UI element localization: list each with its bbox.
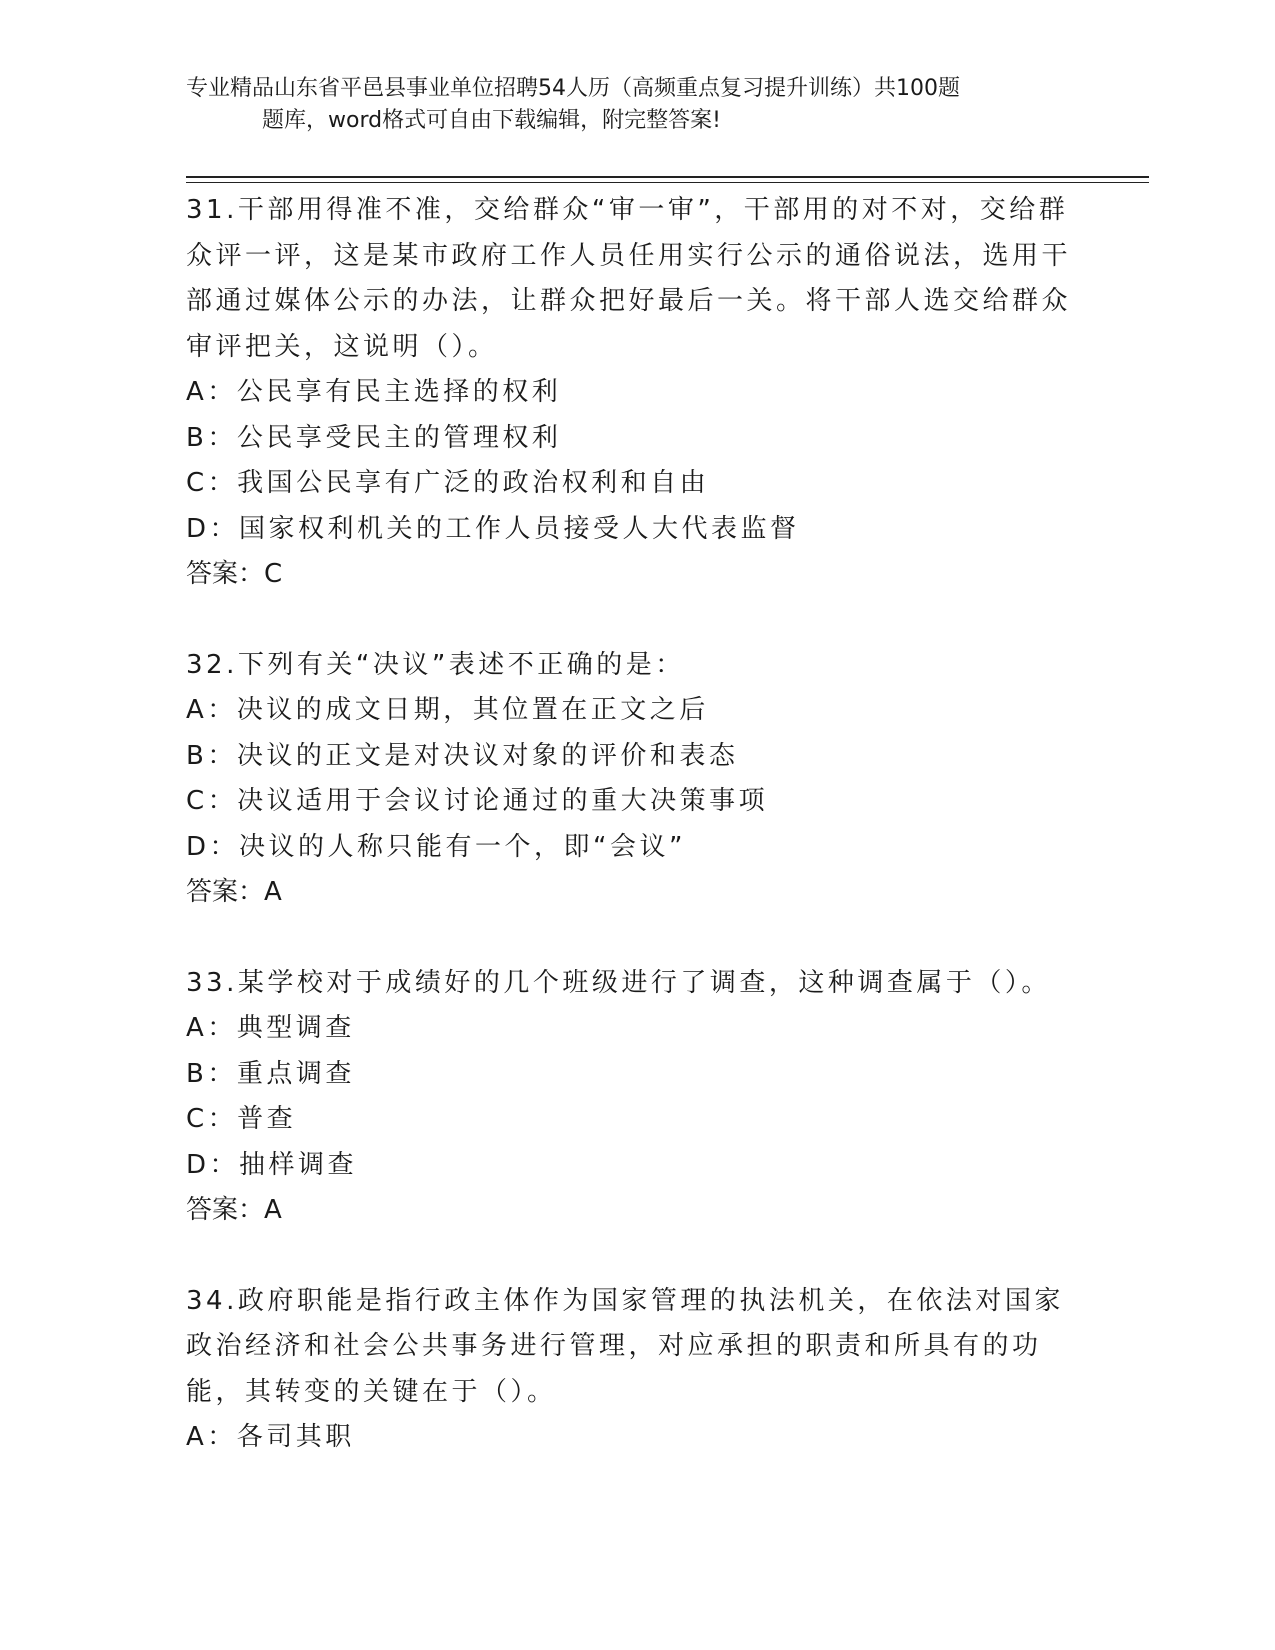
question-stem: 31.干部用得准不准，交给群众“审一审”，干部用的对不对，交给群众评一评，这是某市政府工作人员任用实行公示的通俗说法，选用干部通过媒体公示的办法，让群众把好最后一关。将干部人选交给群众审评把关，这说明（）。 [186,195,1072,362]
question-33 [186,961,1086,1234]
question-31 [186,188,1086,598]
header-title-line-2: 题库，word格式可自由下载编辑，附完整答案! [262,108,721,133]
question-stem: 33.某学校对于成绩好的几个班级进行了调查，这种调查属于（）。 [186,967,1051,998]
option-d: D：国家权利机关的工作人员接受人大代表监督 [186,513,800,544]
option-b: B：决议的正文是对决议对象的评价和表态 [186,740,739,771]
option-d: D：决议的人称只能有一个，即“会议” [186,831,686,862]
option-b: B：重点调查 [186,1058,355,1089]
header-rule-thick [186,176,1149,178]
option-a: A：典型调查 [186,1013,355,1043]
document-header [186,73,1086,137]
header-rule-thin [186,182,1149,183]
question-34 [186,1279,1086,1461]
option-b: B：公民享受民主的管理权利 [186,422,562,453]
option-a: A：公民享有民主选择的权利 [186,377,562,407]
option-a: A：各司其职 [186,1422,355,1452]
answer-line: 答案：A [186,877,282,907]
option-c: C：决议适用于会议讨论通过的重大决策事项 [186,786,769,816]
header-title-line-1: 专业精品山东省平邑县事业单位招聘54人历（高频重点复习提升训练）共100题 [186,76,960,101]
option-c: C：我国公民享有广泛的政治权利和自由 [186,468,710,498]
question-stem: 34.政府职能是指行政主体作为国家管理的执法机关，在依法对国家政治经济和社会公共事务进行管理，对应承担的职责和所具有的功能，其转变的关键在于（）。 [186,1285,1064,1407]
option-d: D：抽样调查 [186,1149,358,1180]
question-32 [186,643,1086,916]
answer-line: 答案：C [186,559,283,589]
option-c: C：普查 [186,1104,297,1134]
option-a: A：决议的成文日期，其位置在正文之后 [186,695,709,725]
question-list [186,188,1086,1461]
question-stem: 32.下列有关“决议”表述不正确的是： [186,649,685,680]
answer-line: 答案：A [186,1195,282,1225]
